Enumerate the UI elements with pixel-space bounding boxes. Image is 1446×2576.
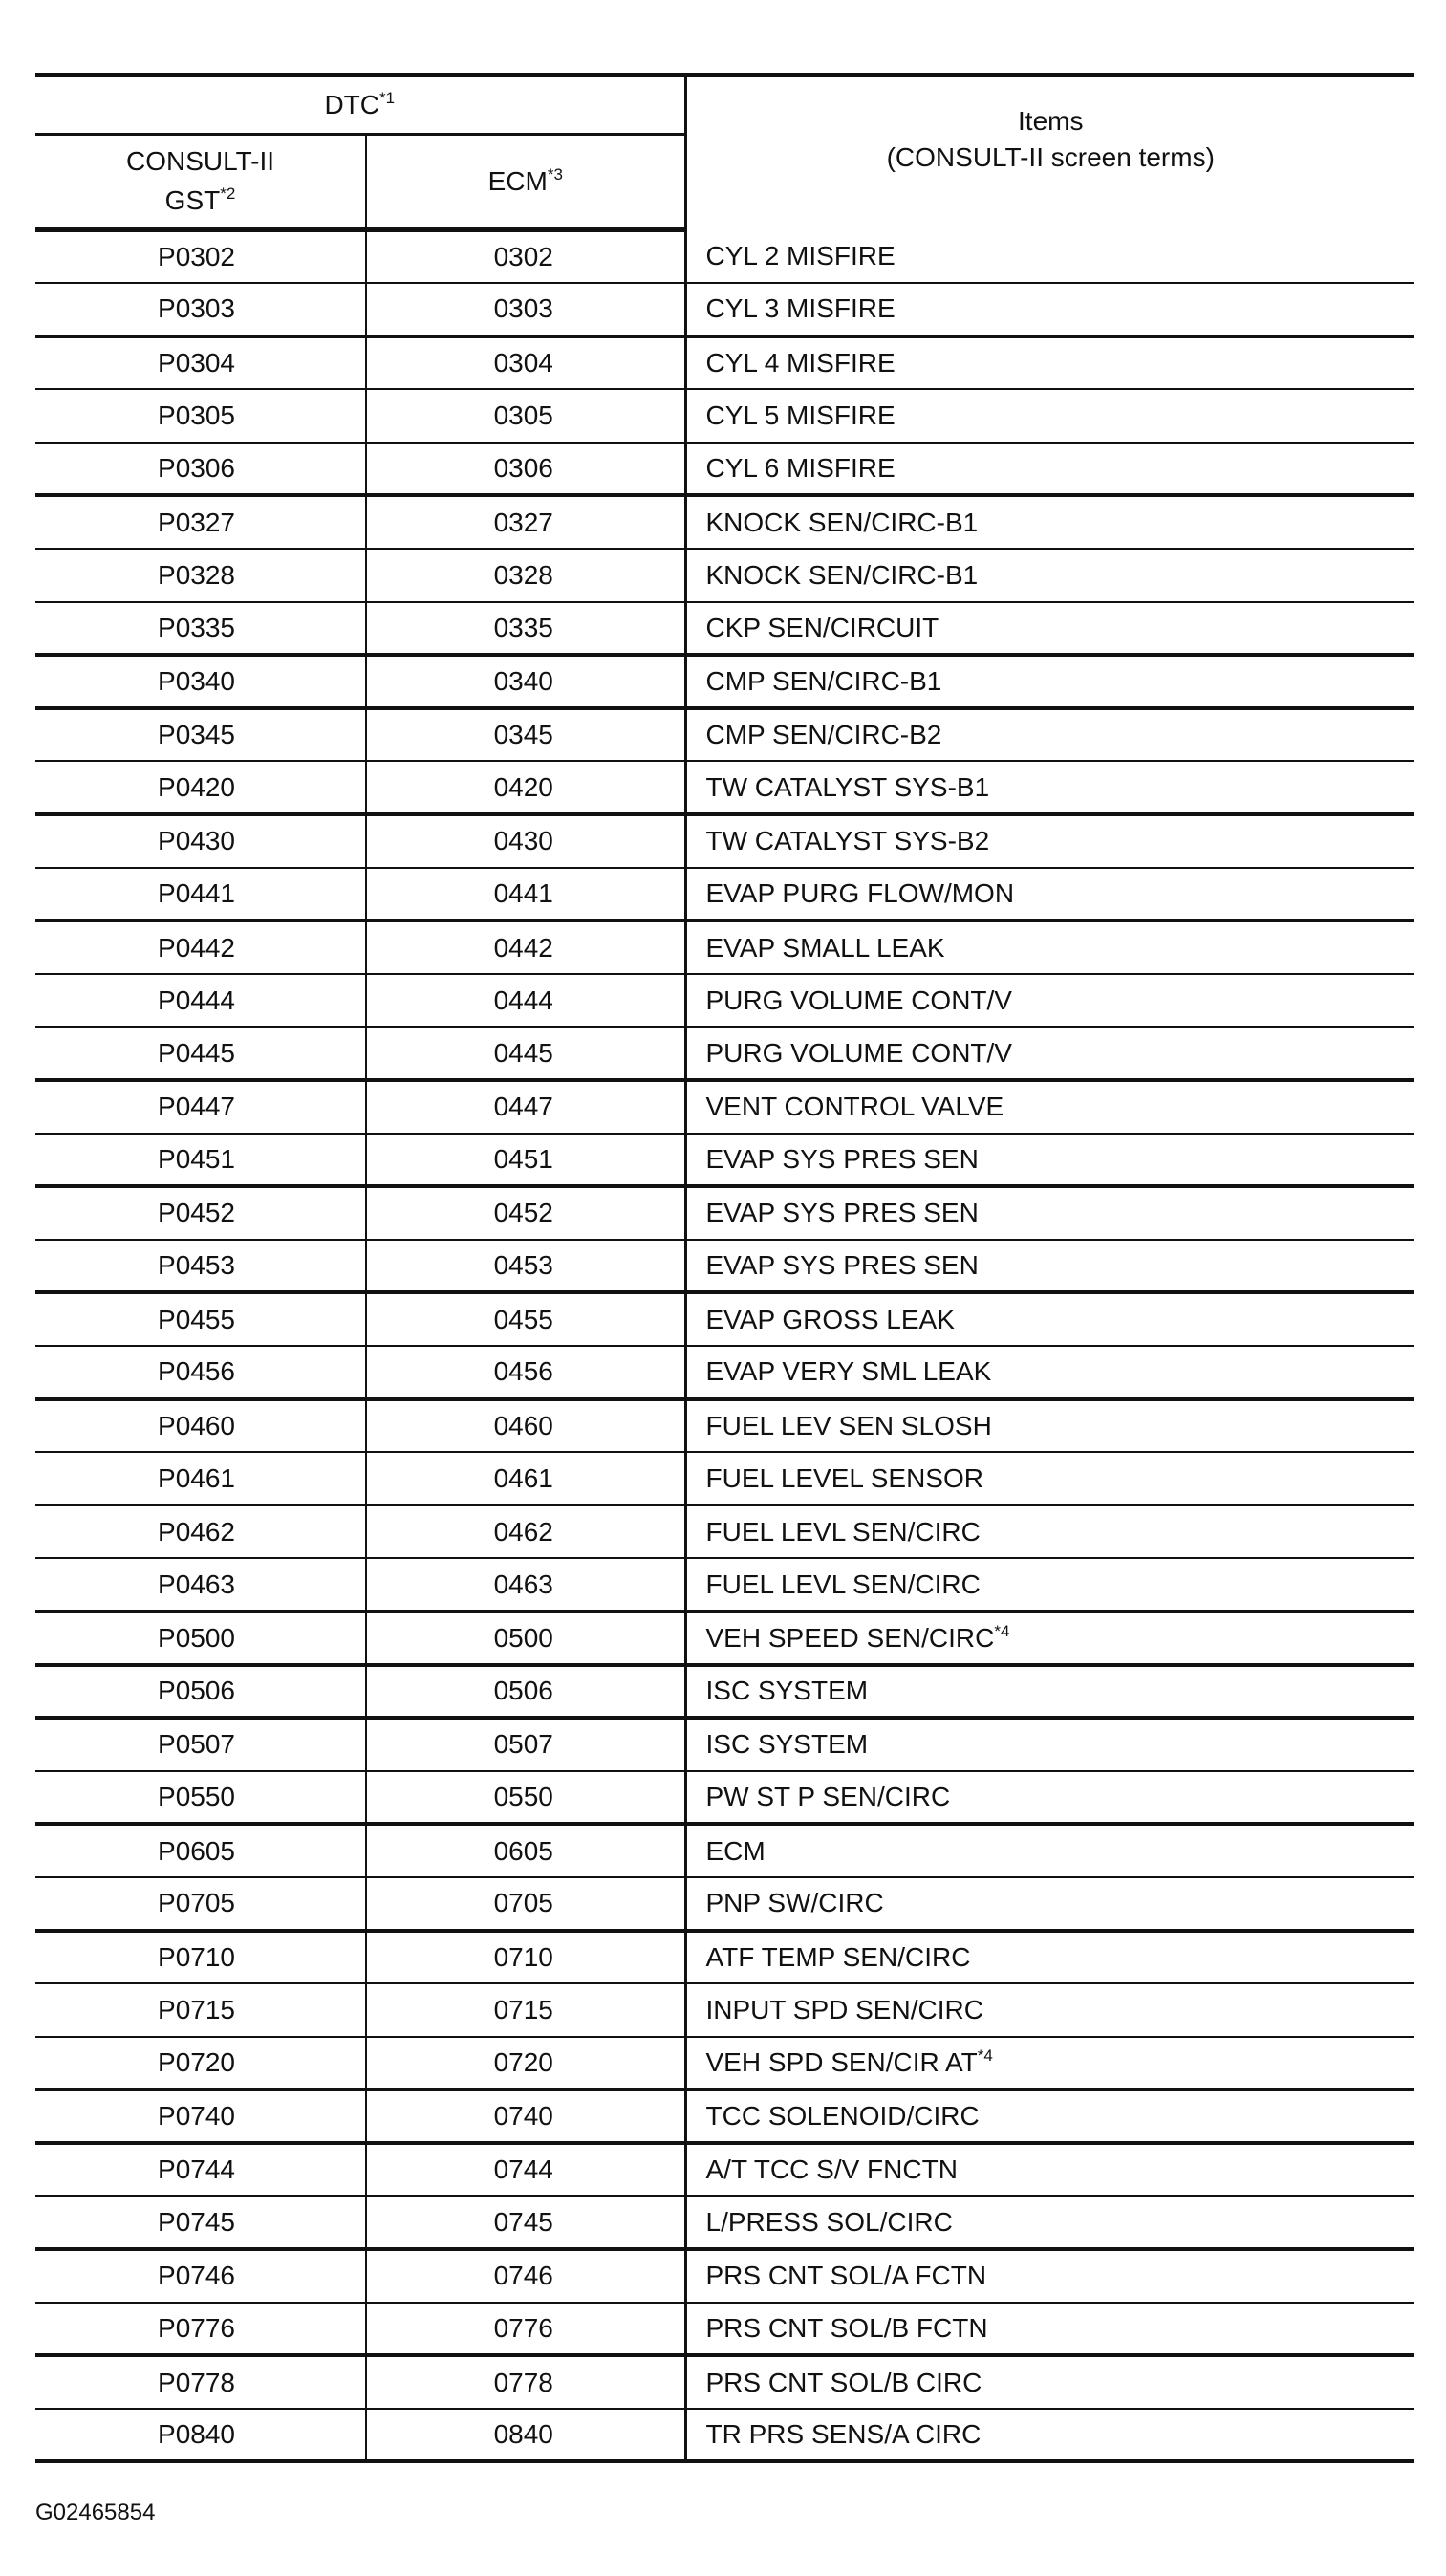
- consult-gst-code-cell: P0746: [35, 2249, 366, 2303]
- item-cell: [685, 1612, 1414, 1665]
- ecm-code-cell: 0430: [366, 814, 685, 868]
- table-row: [35, 495, 1414, 549]
- table-row: [35, 1983, 1414, 2037]
- ecm-code-cell: 0463: [366, 1558, 685, 1612]
- consult-gst-code-cell: P0335: [35, 602, 366, 656]
- consult-gst-code-cell: P0740: [35, 2089, 366, 2143]
- item-text: A/T TCC S/V FNCTN: [705, 2154, 958, 2185]
- ecm-code-cell: 0345: [366, 708, 685, 762]
- table-row: [35, 1240, 1414, 1293]
- item-text: CKP SEN/CIRCUIT: [705, 612, 939, 642]
- item-cell: [685, 1080, 1414, 1134]
- consult-gst-code-cell: P0500: [35, 1612, 366, 1665]
- item-cell: [685, 2037, 1414, 2090]
- ecm-code-cell: 0328: [366, 549, 685, 602]
- table-row: [35, 2089, 1414, 2143]
- ecm-code-cell: 0453: [366, 1240, 685, 1293]
- item-text: FUEL LEVL SEN/CIRC: [705, 1516, 981, 1547]
- table-row: [35, 920, 1414, 974]
- table-row: [35, 2303, 1414, 2356]
- consult-gst-code-cell: P0506: [35, 1665, 366, 1719]
- consult-gst-code-cell: P0453: [35, 1240, 366, 1293]
- item-text: EVAP VERY SML LEAK: [705, 1356, 992, 1387]
- item-text: TW CATALYST SYS-B1: [705, 771, 990, 802]
- item-cell: [685, 1452, 1414, 1505]
- item-text: ECM: [705, 1835, 766, 1866]
- table-row: [35, 1134, 1414, 1187]
- item-text: FUEL LEVL SEN/CIRC: [705, 1569, 981, 1599]
- table-row: [35, 336, 1414, 390]
- item-text: PURG VOLUME CONT/V: [705, 1037, 1012, 1068]
- item-text: L/PRESS SOL/CIRC: [705, 2206, 953, 2237]
- item-text: KNOCK SEN/CIRC-B1: [705, 559, 979, 590]
- item-footnote: *4: [977, 2046, 993, 2065]
- item-cell: [685, 974, 1414, 1028]
- item-text: EVAP SYS PRES SEN: [705, 1143, 979, 1174]
- ecm-code-cell: 0460: [366, 1399, 685, 1453]
- table-row: [35, 1080, 1414, 1134]
- item-cell: [685, 920, 1414, 974]
- consult-gst-code-cell: P0840: [35, 2409, 366, 2462]
- ecm-code-cell: 0715: [366, 1983, 685, 2037]
- item-text: CYL 4 MISFIRE: [705, 347, 896, 378]
- table-row: [35, 868, 1414, 921]
- ecm-code-cell: 0442: [366, 920, 685, 974]
- item-cell: [685, 389, 1414, 443]
- item-text: ATF TEMP SEN/CIRC: [705, 1941, 971, 1972]
- item-cell: [685, 761, 1414, 814]
- ecm-code-cell: 0776: [366, 2303, 685, 2356]
- ecm-code-cell: 0605: [366, 1824, 685, 1877]
- table-row: [35, 283, 1414, 336]
- item-text: FUEL LEVEL SENSOR: [705, 1462, 983, 1493]
- table-row: [35, 443, 1414, 496]
- consult-gst-code-cell: P0455: [35, 1292, 366, 1346]
- table-row: [35, 1346, 1414, 1399]
- item-cell: [685, 1983, 1414, 2037]
- item-cell: [685, 1292, 1414, 1346]
- ecm-code-cell: 0745: [366, 2196, 685, 2249]
- table-row: [35, 1612, 1414, 1665]
- consult-gst-code-cell: P0605: [35, 1824, 366, 1877]
- item-text: INPUT SPD SEN/CIRC: [705, 1994, 983, 2024]
- consult-gst-code-cell: P0462: [35, 1505, 366, 1559]
- ecm-code-cell: 0302: [366, 230, 685, 284]
- item-text: EVAP GROSS LEAK: [705, 1304, 955, 1334]
- item-text: TCC SOLENOID/CIRC: [705, 2101, 980, 2132]
- item-text: VENT CONTROL VALVE: [705, 1092, 1004, 1122]
- item-text: PURG VOLUME CONT/V: [705, 985, 1012, 1015]
- item-text: ISC SYSTEM: [705, 1729, 869, 1760]
- table-body: [35, 230, 1414, 2462]
- consult-gst-code-cell: P0778: [35, 2355, 366, 2409]
- item-cell: [685, 1134, 1414, 1187]
- ecm-code-cell: 0744: [366, 2143, 685, 2197]
- item-text: PW ST P SEN/CIRC: [705, 1782, 951, 1812]
- item-text: CYL 5 MISFIRE: [705, 400, 896, 431]
- ecm-code-cell: 0303: [366, 283, 685, 336]
- item-cell: [685, 655, 1414, 708]
- consult-gst-code-cell: P0447: [35, 1080, 366, 1134]
- consult-gst-code-cell: P0304: [35, 336, 366, 390]
- ecm-code-cell: 0778: [366, 2355, 685, 2409]
- item-cell: [685, 1186, 1414, 1240]
- item-cell: [685, 2143, 1414, 2197]
- consult-gst-code-cell: P0452: [35, 1186, 366, 1240]
- item-text: CYL 3 MISFIRE: [705, 293, 896, 324]
- dtc-table: [35, 73, 1414, 2463]
- item-cell: [685, 495, 1414, 549]
- ecm-code-cell: 0500: [366, 1612, 685, 1665]
- items-header: [685, 76, 1414, 230]
- consult-gst-code-cell: P0451: [35, 1134, 366, 1187]
- item-cell: [685, 1346, 1414, 1399]
- table-header: [35, 76, 1414, 230]
- table-row: [35, 708, 1414, 762]
- ecm-code-cell: 0506: [366, 1665, 685, 1719]
- consult-gst-code-cell: P0303: [35, 283, 366, 336]
- item-text: CYL 6 MISFIRE: [705, 453, 896, 484]
- ecm-code-cell: 0746: [366, 2249, 685, 2303]
- item-cell: [685, 868, 1414, 921]
- ecm-code-cell: 0720: [366, 2037, 685, 2090]
- ecm-code-cell: 0447: [366, 1080, 685, 1134]
- table-row: [35, 1931, 1414, 1984]
- ecm-code-cell: 0710: [366, 1931, 685, 1984]
- item-text: PRS CNT SOL/A FCTN: [705, 2261, 987, 2291]
- item-cell: [685, 2196, 1414, 2249]
- item-cell: [685, 336, 1414, 390]
- consult-header-label: CONSULT-II: [125, 146, 275, 177]
- consult-gst-code-cell: P0463: [35, 1558, 366, 1612]
- table-row: [35, 1665, 1414, 1719]
- table-row: [35, 655, 1414, 708]
- item-text: EVAP SYS PRES SEN: [705, 1250, 979, 1281]
- item-cell: [685, 1771, 1414, 1825]
- ecm-code-cell: 0445: [366, 1027, 685, 1080]
- table-row: [35, 549, 1414, 602]
- table-row: [35, 2249, 1414, 2303]
- consult-gst-code-cell: P0441: [35, 868, 366, 921]
- item-cell: [685, 708, 1414, 762]
- ecm-code-cell: 0441: [366, 868, 685, 921]
- ecm-code-cell: 0455: [366, 1292, 685, 1346]
- item-text: TR PRS SENS/A CIRC: [705, 2419, 982, 2450]
- dtc-header-footnote: *1: [378, 89, 396, 107]
- table-row: [35, 814, 1414, 868]
- consult-gst-code-cell: P0456: [35, 1346, 366, 1399]
- table-row: [35, 1452, 1414, 1505]
- item-footnote: *4: [994, 1621, 1010, 1640]
- consult-gst-code-cell: P0442: [35, 920, 366, 974]
- table-row: [35, 2037, 1414, 2090]
- item-cell: [685, 283, 1414, 336]
- item-cell: [685, 2249, 1414, 2303]
- consult-gst-code-cell: P0461: [35, 1452, 366, 1505]
- consult-gst-code-cell: P0328: [35, 549, 366, 602]
- consult-gst-code-cell: P0715: [35, 1983, 366, 2037]
- table-row: [35, 2409, 1414, 2462]
- table-row: [35, 1399, 1414, 1453]
- ecm-code-cell: 0340: [366, 655, 685, 708]
- consult-gst-code-cell: P0345: [35, 708, 366, 762]
- item-cell: [685, 1877, 1414, 1931]
- consult-gst-code-cell: P0710: [35, 1931, 366, 1984]
- figure-id: G02465854: [35, 2500, 156, 2525]
- item-cell: [685, 2409, 1414, 2462]
- table-row: [35, 1558, 1414, 1612]
- consult-gst-code-cell: P0305: [35, 389, 366, 443]
- table-row: [35, 389, 1414, 443]
- item-text: CMP SEN/CIRC-B1: [705, 666, 942, 697]
- item-text: TW CATALYST SYS-B2: [705, 826, 990, 856]
- item-text: VEH SPEED SEN/CIRC: [705, 1622, 995, 1653]
- consult-gst-code-cell: P0306: [35, 443, 366, 496]
- gst-header-label: GST: [164, 185, 221, 215]
- item-text: CYL 2 MISFIRE: [705, 240, 896, 271]
- ecm-code-cell: 0305: [366, 389, 685, 443]
- ecm-code-cell: 0452: [366, 1186, 685, 1240]
- item-cell: [685, 230, 1414, 284]
- consult-gst-code-cell: P0744: [35, 2143, 366, 2197]
- item-cell: [685, 1665, 1414, 1719]
- ecm-code-cell: 0451: [366, 1134, 685, 1187]
- item-cell: [685, 1505, 1414, 1559]
- item-cell: [685, 814, 1414, 868]
- item-cell: [685, 2355, 1414, 2409]
- item-text: PRS CNT SOL/B FCTN: [705, 2312, 988, 2343]
- item-text: VEH SPD SEN/CIR AT: [705, 2046, 978, 2077]
- ecm-code-cell: 0462: [366, 1505, 685, 1559]
- item-text: EVAP SMALL LEAK: [705, 932, 945, 963]
- table-row: [35, 1027, 1414, 1080]
- item-text: KNOCK SEN/CIRC-B1: [705, 507, 979, 537]
- ecm-code-cell: 0327: [366, 495, 685, 549]
- ecm-code-cell: 0335: [366, 602, 685, 656]
- item-text: PNP SW/CIRC: [705, 1888, 884, 1918]
- consult-gst-header: [35, 135, 366, 230]
- consult-gst-code-cell: P0460: [35, 1399, 366, 1453]
- consult-gst-code-cell: P0550: [35, 1771, 366, 1825]
- ecm-header-footnote: *3: [547, 164, 563, 184]
- consult-gst-code-cell: P0420: [35, 761, 366, 814]
- item-cell: [685, 1240, 1414, 1293]
- consult-gst-code-cell: P0430: [35, 814, 366, 868]
- consult-gst-code-cell: P0776: [35, 2303, 366, 2356]
- ecm-code-cell: 0444: [366, 974, 685, 1028]
- table-row: [35, 2143, 1414, 2197]
- items-header-label: Items: [1018, 105, 1084, 136]
- ecm-header-label: ECM: [487, 165, 548, 196]
- item-text: FUEL LEV SEN SLOSH: [705, 1410, 992, 1440]
- consult-gst-code-cell: P0720: [35, 2037, 366, 2090]
- table-row: [35, 1186, 1414, 1240]
- consult-gst-code-cell: P0445: [35, 1027, 366, 1080]
- item-cell: [685, 2303, 1414, 2356]
- consult-gst-code-cell: P0444: [35, 974, 366, 1028]
- ecm-code-cell: 0420: [366, 761, 685, 814]
- ecm-code-cell: 0456: [366, 1346, 685, 1399]
- dtc-header-label: DTC: [324, 90, 379, 119]
- item-text: ISC SYSTEM: [705, 1676, 869, 1706]
- item-cell: [685, 1027, 1414, 1080]
- item-text: EVAP PURG FLOW/MON: [705, 877, 1015, 908]
- gst-header-footnote: *2: [220, 184, 236, 203]
- item-text: EVAP SYS PRES SEN: [705, 1198, 979, 1228]
- consult-gst-code-cell: P0340: [35, 655, 366, 708]
- ecm-header: [366, 135, 685, 230]
- item-text: PRS CNT SOL/B CIRC: [705, 2367, 982, 2397]
- item-cell: [685, 1399, 1414, 1453]
- item-cell: [685, 549, 1414, 602]
- table-row: [35, 1718, 1414, 1771]
- item-cell: [685, 1718, 1414, 1771]
- ecm-code-cell: 0740: [366, 2089, 685, 2143]
- table-row: [35, 602, 1414, 656]
- ecm-code-cell: 0840: [366, 2409, 685, 2462]
- table-row: [35, 1292, 1414, 1346]
- item-text: CMP SEN/CIRC-B2: [705, 720, 942, 750]
- ecm-code-cell: 0507: [366, 1718, 685, 1771]
- item-cell: [685, 443, 1414, 496]
- consult-gst-code-cell: P0302: [35, 230, 366, 284]
- table-row: [35, 1877, 1414, 1931]
- consult-gst-code-cell: P0327: [35, 495, 366, 549]
- ecm-code-cell: 0461: [366, 1452, 685, 1505]
- table-row: [35, 2355, 1414, 2409]
- table-row: [35, 1824, 1414, 1877]
- item-cell: [685, 2089, 1414, 2143]
- ecm-code-cell: 0705: [366, 1877, 685, 1931]
- item-cell: [685, 1558, 1414, 1612]
- table-row: [35, 761, 1414, 814]
- item-cell: [685, 1931, 1414, 1984]
- table-row: [35, 230, 1414, 284]
- ecm-code-cell: 0304: [366, 336, 685, 390]
- items-header-sublabel: (CONSULT-II screen terms): [886, 141, 1215, 172]
- table-row: [35, 1505, 1414, 1559]
- consult-gst-code-cell: P0745: [35, 2196, 366, 2249]
- ecm-code-cell: 0550: [366, 1771, 685, 1825]
- table-row: [35, 974, 1414, 1028]
- item-cell: [685, 1824, 1414, 1877]
- dtc-header: [35, 76, 685, 135]
- item-cell: [685, 602, 1414, 656]
- ecm-code-cell: 0306: [366, 443, 685, 496]
- table-row: [35, 1771, 1414, 1825]
- consult-gst-code-cell: P0705: [35, 1877, 366, 1931]
- table-row: [35, 2196, 1414, 2249]
- consult-gst-code-cell: P0507: [35, 1718, 366, 1771]
